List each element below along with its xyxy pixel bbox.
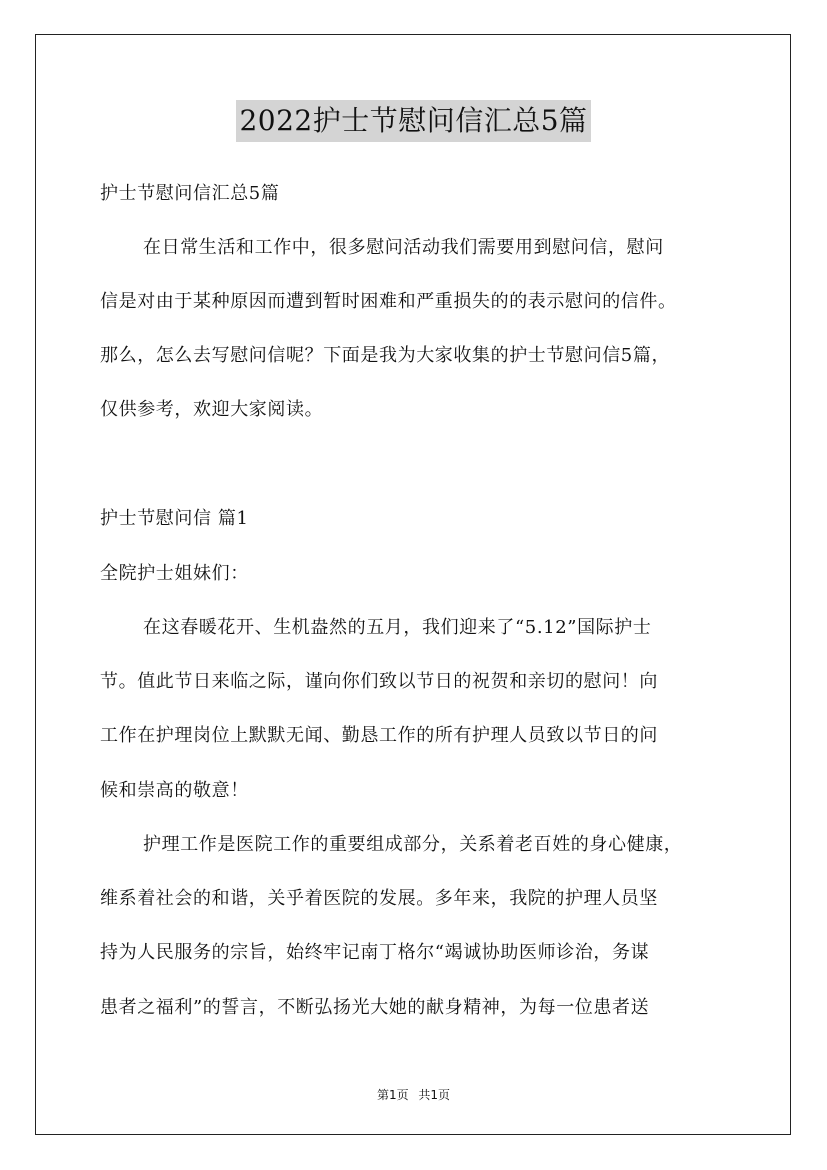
paragraph1-line-3: 工作在护理岗位上默默无闻、勤恳工作的所有护理人员致以节日的问: [100, 725, 658, 746]
paragraph1-line-2: 节。值此节日来临之际，谨向你们致以节日的祝贺和亲切的慰问！向: [100, 671, 658, 692]
intro-line-2: 信是对由于某种原因而遭到暂时困难和严重损失的的表示慰问的信件。: [100, 291, 677, 312]
title-container: [0, 100, 827, 142]
intro-line-1: 在日常生活和工作中，很多慰问活动我们需要用到慰问信，慰问: [143, 237, 664, 258]
document-title: 2022护士节慰问信汇总5篇: [236, 100, 590, 142]
paragraph2-line-2: 维系着社会的和谐，关乎着医院的发展。多年来，我院的护理人员坚: [100, 888, 658, 909]
document-subtitle: 护士节慰问信汇总5篇: [100, 183, 280, 204]
section-heading: 护士节慰问信 篇1: [100, 508, 249, 529]
paragraph2-line-4: 患者之福利”的誓言，不断弘扬光大她的献身精神，为每一位患者送: [100, 997, 650, 1018]
paragraph1-line-1: 在这春暖花开、生机盎然的五月，我们迎来了“5.12”国际护士: [143, 617, 652, 638]
paragraph2-line-3: 持为人民服务的宗旨，始终牢记南丁格尔“竭诚协助医师诊治，务谋: [100, 942, 650, 963]
intro-line-3: 那么，怎么去写慰问信呢？下面是我为大家收集的护士节慰问信5篇，: [100, 345, 671, 366]
paragraph1-line-4: 候和崇高的敬意！: [100, 780, 249, 801]
paragraph2-line-1: 护理工作是医院工作的重要组成部分，关系着老百姓的身心健康，: [143, 834, 683, 855]
salutation: 全院护士姐妹们：: [100, 563, 249, 584]
intro-line-4: 仅供参考，欢迎大家阅读。: [100, 399, 324, 420]
page-footer: 第1页 共1页: [376, 1088, 451, 1102]
